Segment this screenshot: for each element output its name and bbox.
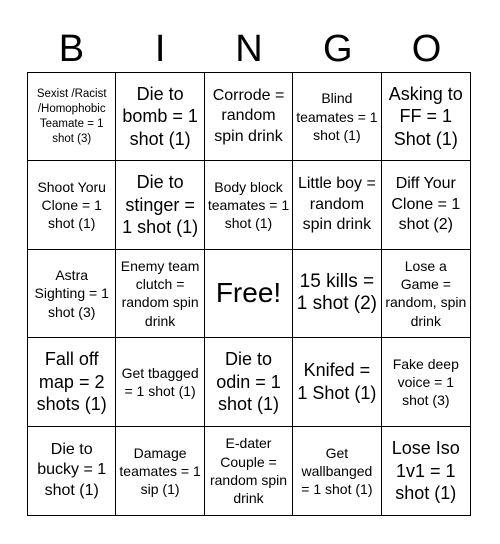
cell-text: E-dater Couple = random spin drink [209,435,288,506]
header-letter-b: B [58,28,85,70]
bingo-cell[interactable] [293,427,381,515]
cell-text: Corrode = random spin drink [212,86,285,146]
bingo-cell[interactable] [116,161,204,249]
bingo-cell[interactable] [293,73,381,161]
bingo-cell[interactable] [293,250,381,338]
bingo-cell[interactable] [205,161,293,249]
cell-text: Astra Sighting = 1 shot (3) [34,267,109,320]
cell-text: Sexist /Racist /Homophobic Teamate = 1 shot (3) [36,87,107,145]
cell-text: Shoot Yoru Clone = 1 shot (1) [37,178,106,232]
bingo-cell[interactable] [382,427,470,515]
bingo-cell[interactable] [205,427,293,515]
cell-text: Blind teamates = 1 shot (1) [296,90,378,143]
cell-text: Body block teamates = 1 shot (1) [207,178,290,232]
cell-text: Die to bomb = 1 shot (1) [122,83,198,149]
cell-text: Fake deep voice = 1 shot (3) [392,355,459,408]
cell-text: Lose Iso 1v1 = 1 shot (1) [391,438,460,504]
header-letter-g: G [323,28,353,70]
header-letter-o: O [411,28,442,70]
bingo-cell[interactable] [116,250,204,338]
cell-text: Little boy = random spin drink [297,174,376,234]
bingo-cell[interactable] [116,427,204,515]
bingo-cell[interactable] [382,250,470,338]
cell-text: Fall off map = 2 shots (1) [36,349,107,415]
bingo-cell[interactable] [28,427,116,515]
bingo-cell[interactable] [293,161,381,249]
cell-text: Lose a Game = random, spin drink [385,258,467,329]
cell-text: Diff Your Clone = 1 shot (2) [391,174,461,234]
header-letter-i: I [154,28,166,70]
bingo-cell[interactable] [205,338,293,426]
cell-text: Get wallbanged = 1 shot (1) [301,444,373,497]
bingo-header [27,26,471,72]
free-text: Free! [215,277,282,309]
cell-text: Asking to FF = 1 Shot (1) [388,83,463,149]
bingo-cell[interactable] [28,338,116,426]
header-letter-n: N [235,28,263,70]
cell-text: Enemy team clutch = random spin drink [120,258,200,329]
bingo-cell[interactable] [382,73,470,161]
cell-text: Die to stinger = 1 shot (1) [122,172,199,238]
bingo-cell[interactable] [293,338,381,426]
cell-text: Damage teamates = 1 sip (1) [119,444,201,497]
bingo-cell[interactable] [28,250,116,338]
cell-text: Knifed = 1 Shot (1) [297,360,377,403]
cell-text: Die to bucky = 1 shot (1) [37,440,107,500]
bingo-cell[interactable] [28,161,116,249]
bingo-cell[interactable] [382,338,470,426]
bingo-cell-free[interactable] [205,250,293,338]
bingo-cell[interactable] [28,73,116,161]
bingo-cell[interactable] [205,73,293,161]
bingo-card [27,72,471,516]
cell-text: 15 kills = 1 shot (2) [296,270,378,315]
bingo-cell[interactable] [116,338,204,426]
cell-text: Get tbagged = 1 shot (1) [121,364,199,399]
bingo-cell[interactable] [382,161,470,249]
bingo-cell[interactable] [116,73,204,161]
cell-text: Die to odin = 1 shot (1) [216,349,281,415]
